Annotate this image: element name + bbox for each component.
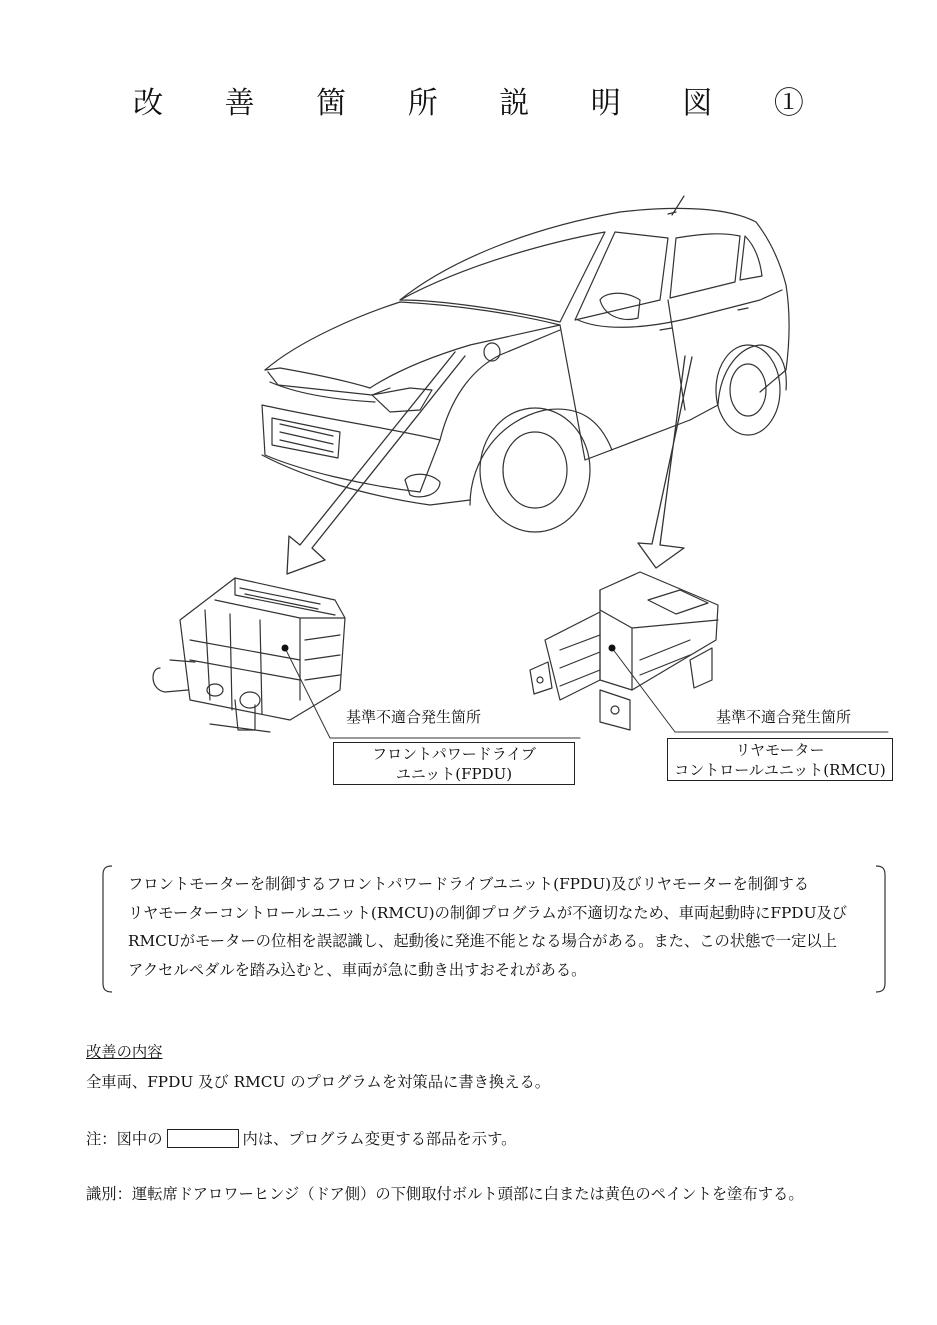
- rmcu-name-line2: コントロールユニット(RMCU): [674, 761, 886, 779]
- note-suffix: 内は、プログラム変更する部品を示す。: [242, 1130, 517, 1148]
- fpdu-name-line1: フロントパワードライブ: [372, 745, 536, 763]
- car-drawing: [262, 196, 789, 532]
- description-box: [102, 865, 886, 993]
- rear-nonconformity-label: 基準不適合発生箇所: [716, 708, 852, 726]
- note-prefix: 注：図中の: [86, 1130, 163, 1148]
- fpdu-name-line2: ユニット(FPDU): [395, 765, 513, 783]
- improvement-body: 全車両、FPDU 及び RMCU のプログラムを対策品に書き換える。: [86, 1073, 551, 1091]
- rmcu-name-line1: リヤモーター: [735, 741, 825, 759]
- description-line: アクセルペダルを踏み込むと、車両が急に動き出すおそれがある。: [128, 960, 587, 979]
- identification-text: 識別：運転席ドアロワーヒンジ（ドア側）の下側取付ボルト頭部に白または黄色のペイントを塗布する。: [86, 1185, 804, 1203]
- fpdu-drawing: [153, 578, 345, 732]
- description-line: リヤモーターコントロールユニット(RMCU)の制御プログラムが不適切なため、車両起動時にFPDU及び: [128, 903, 848, 922]
- rmcu-drawing: [530, 572, 718, 730]
- fpdu-name-box: [333, 742, 575, 785]
- improvement-heading: 改善の内容: [86, 1043, 163, 1061]
- page-title: 改 善 箇 所 説 明 図 ①: [133, 86, 830, 121]
- front-nonconformity-label: 基準不適合発生箇所: [346, 708, 482, 726]
- description-text: [128, 870, 876, 984]
- rmcu-name-box: [667, 738, 893, 781]
- note: [86, 1127, 516, 1149]
- legend-box-sample: [167, 1129, 239, 1148]
- description-line: RMCUがモーターの位相を誤認識し、起動後に発進不能となる場合がある。また、この状態で一定以上: [128, 932, 837, 950]
- arrow-to-front-unit: [287, 352, 465, 574]
- description-line: フロントモーターを制御するフロントパワードライブユニット(FPDU)及びリヤモーターを制御する: [128, 875, 810, 893]
- arrow-to-rear-unit: [638, 356, 692, 568]
